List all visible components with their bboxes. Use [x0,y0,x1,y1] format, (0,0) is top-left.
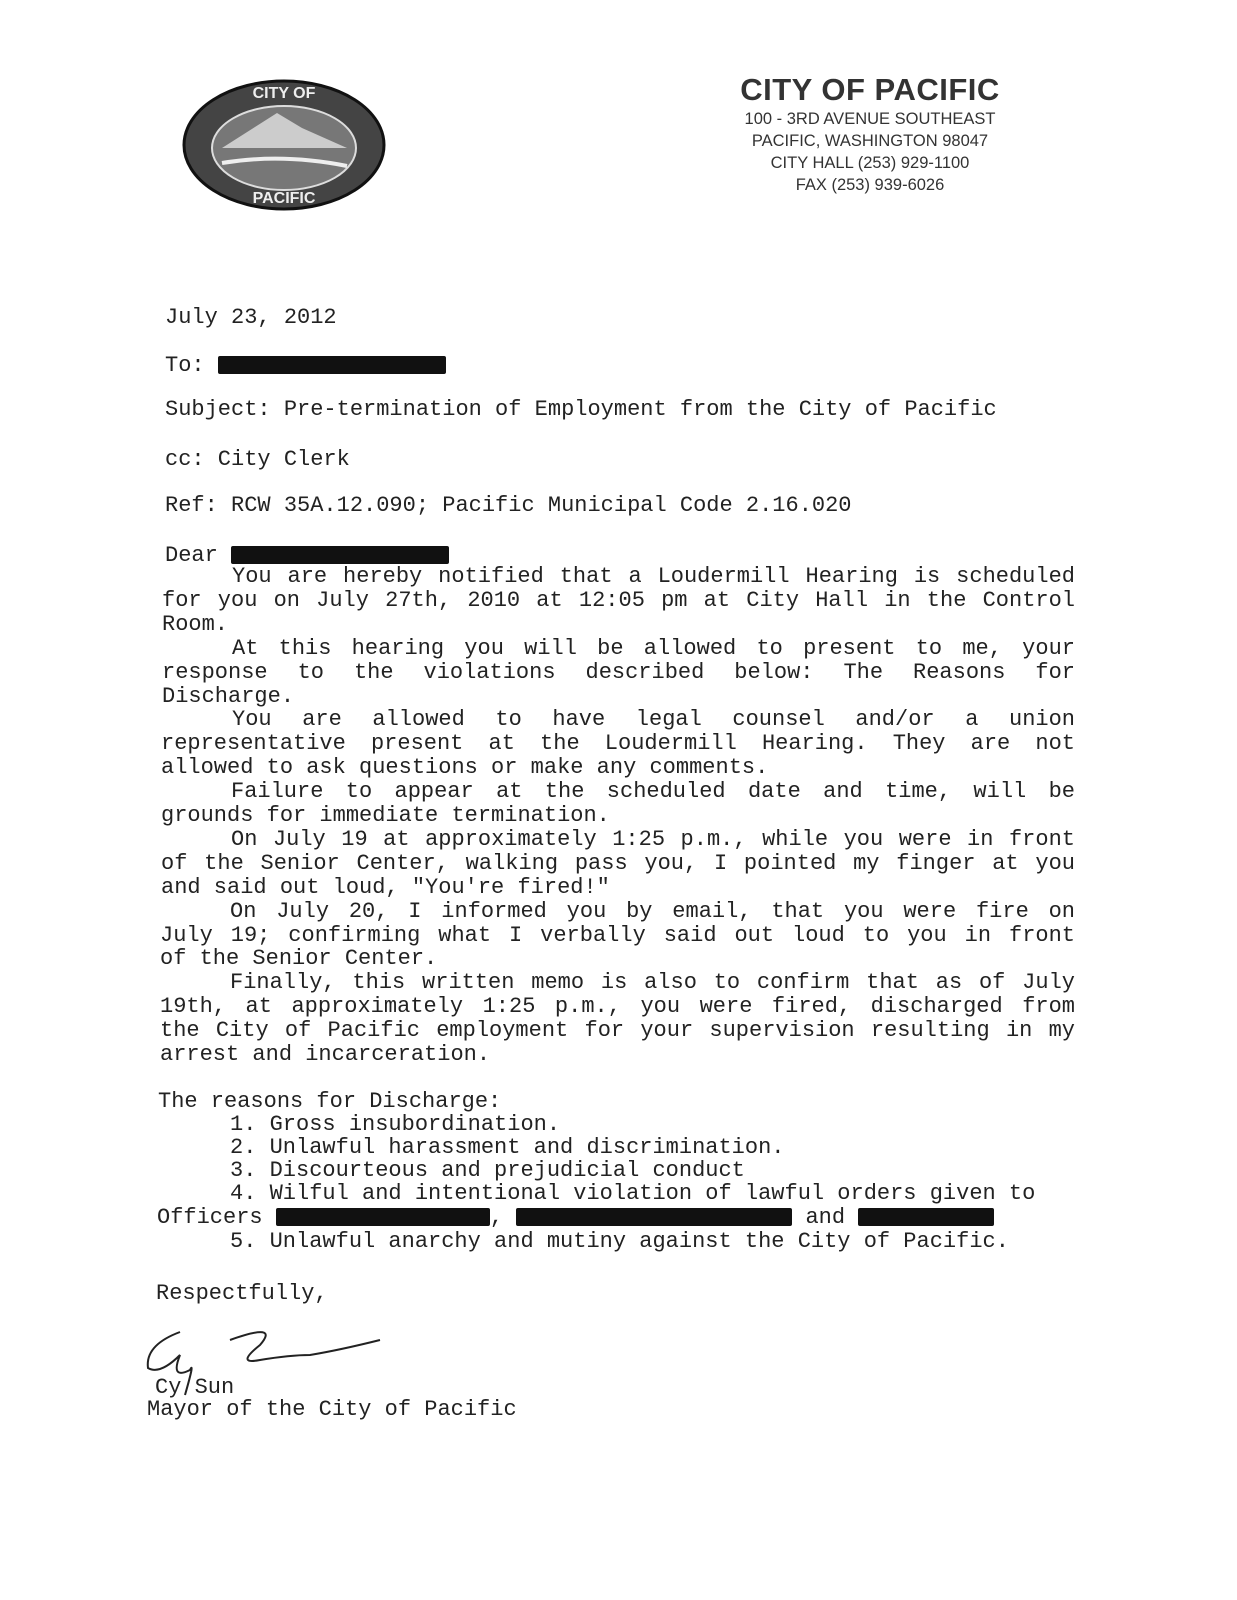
subject: Subject: Pre-termination of Employment from the City of Pacific [165,397,997,422]
body-line: July 19; confirming what I verbally said out loud to you in front [160,922,1075,948]
closing: Respectfully, [156,1281,328,1306]
address-line-1: 100 - 3RD AVENUE SOUTHEAST [744,110,996,128]
redaction [516,1208,792,1226]
svg-text:PACIFIC: PACIFIC [252,190,316,207]
dear-label: Dear [165,543,218,568]
svg-text:CITY OF: CITY OF [252,85,316,102]
body-line: Failure to appear at the scheduled date and time, will be [231,779,1075,805]
body-line: On July 20, I informed you by email, that you were fire on [230,898,1075,924]
body-line: of the Senior Center. [160,946,438,972]
ref: Ref: RCW 35A.12.090; Pacific Municipal Code 2.16.020 [165,493,852,518]
letterhead-title: CITY OF PACIFIC [740,72,1000,107]
to-label: To: [165,353,205,378]
address-line-2: PACIFIC, WASHINGTON 98047 [751,132,989,150]
signer-name: Cy Sun [155,1375,235,1400]
body-line: and said out loud, "You're fired!" [161,874,610,900]
body-line: 19th, at approximately 1:25 p.m., you were fired, discharged from [160,994,1075,1020]
to-line [165,354,446,378]
city-seal-logo [182,78,386,212]
body-line: Discharge. [162,683,295,709]
phone: CITY HALL (253) 929-1100 [770,154,970,172]
redaction [218,356,446,374]
body-line: At this hearing you will be allowed to present to me, your [232,635,1075,661]
and-label: and [805,1205,846,1230]
body-line: You are hereby notified that a Loudermill Hearing is scheduled [232,564,1075,589]
body-line: for you on July 27th, 2010 at 12:05 pm at City Hall in the Control [162,587,1075,613]
date: July 23, 2012 [165,305,337,330]
redaction [231,546,449,564]
body-line: representative present at the Loudermill Hearing. They are not [161,731,1075,757]
body-line: On July 19 at approximately 1:25 p.m., while you were in front [231,826,1075,852]
reason-2: 2. Unlawful harassment and discrimination. [230,1135,785,1160]
reason-3: 3. Discourteous and prejudicial conduct [230,1158,745,1183]
body-line: of the Senior Center, walking pass you, I pointed my finger at you [161,850,1075,876]
body-line: allowed to ask questions or make any comments. [161,755,769,781]
reason-4: 4. Wilful and intentional violation of lawful orders given to [230,1181,1036,1206]
redaction [276,1208,490,1226]
body-line: the City of Pacific employment for your supervision resulting in my [160,1018,1075,1044]
signer-title: Mayor of the City of Pacific [147,1397,517,1422]
body-line: You are allowed to have legal counsel and/or a union [232,707,1075,733]
reason-1: 1. Gross insubordination. [230,1112,561,1137]
redaction [858,1208,994,1226]
body-line: grounds for immediate termination. [161,803,610,828]
body-line: Room. [162,611,229,637]
officers-label: Officers [157,1205,263,1230]
cc: cc: City Clerk [165,447,350,472]
body-line: Finally, this written memo is also to confirm that as of July [230,970,1075,996]
reason-5: 5. Unlawful anarchy and mutiny against the City of Pacific. [230,1229,1009,1254]
letterhead [700,72,1040,196]
body-line: arrest and incarceration. [160,1042,491,1067]
reasons-heading: The reasons for Discharge: [158,1089,502,1114]
fax: FAX (253) 939-6026 [795,176,945,194]
body-line: response to the violations described below: The Reasons for [162,659,1075,685]
reason-4-officers: Officers , and [157,1206,994,1230]
